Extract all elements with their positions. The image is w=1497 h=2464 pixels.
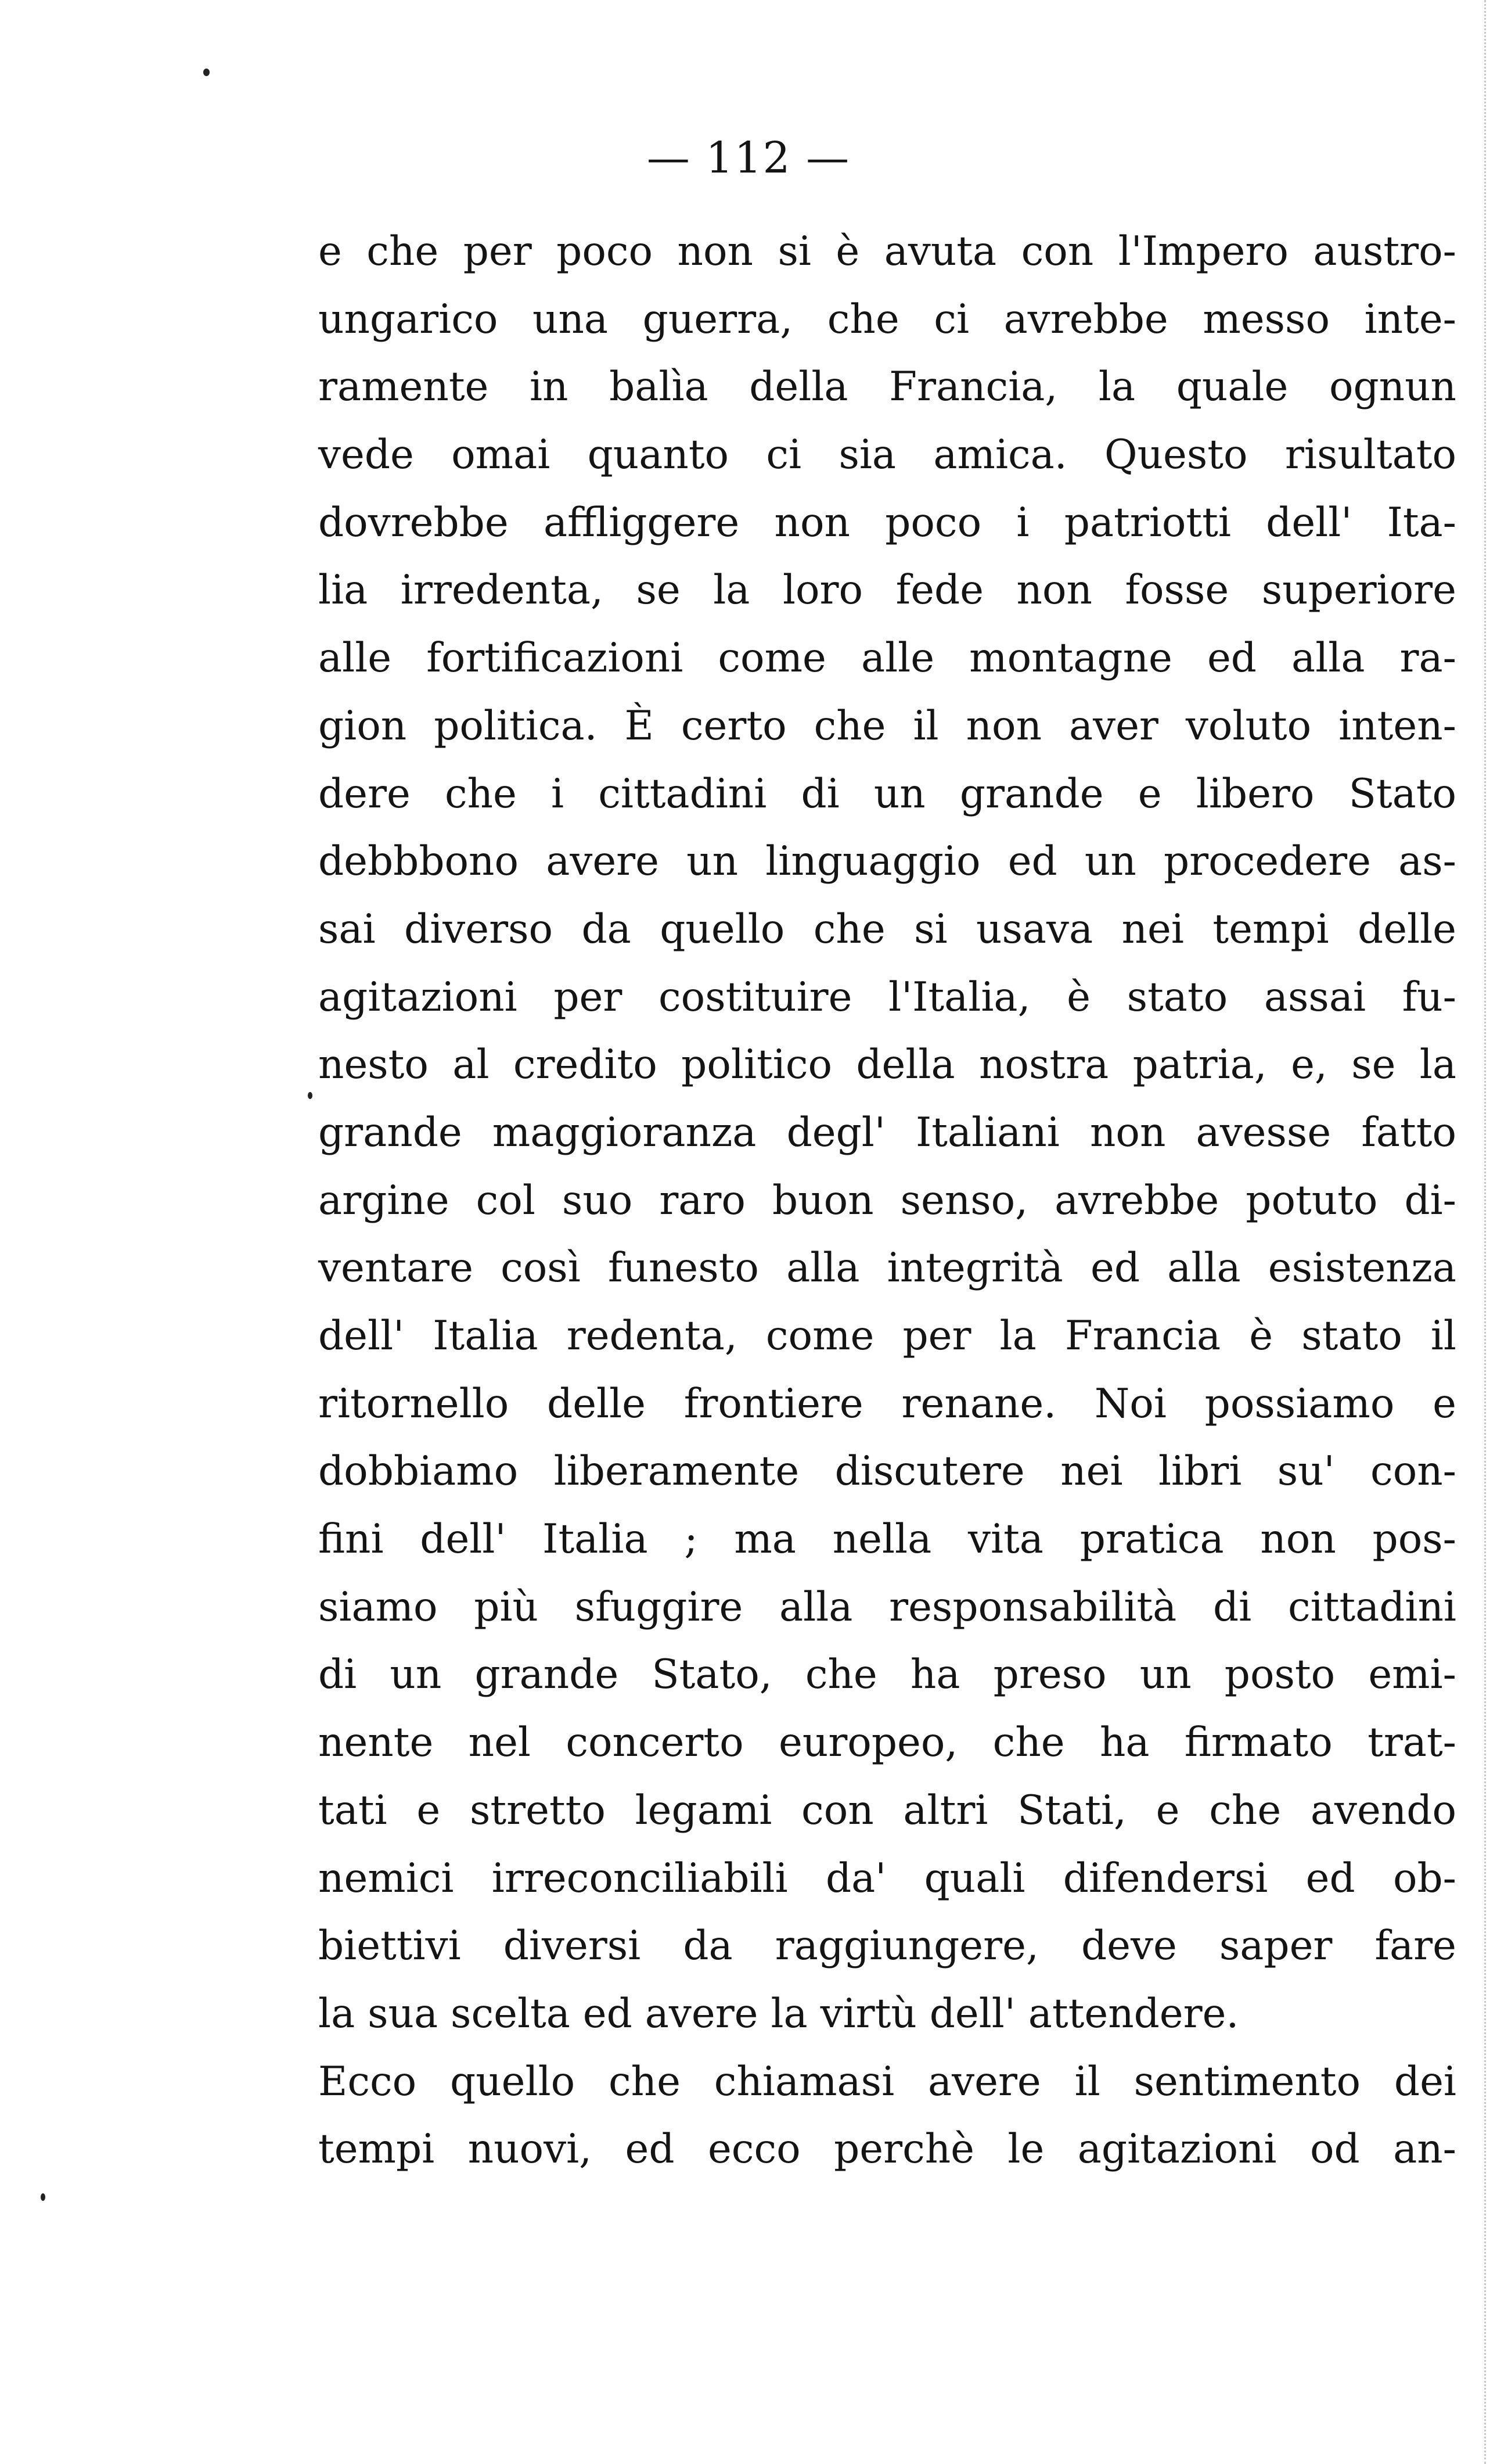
text-line: sai diverso da quello che si usava nei tempi delle: [318, 906, 1456, 953]
text-line: agitazioni per costituire l'Italia, è stato assai fu-: [318, 974, 1456, 1021]
text-line: Ecco quello che chiamasi avere il sentimento dei: [318, 2058, 1456, 2105]
text-line: debbbono avere un linguaggio ed un procedere as-: [318, 838, 1456, 885]
text-line: argine col suo raro buon senso, avrebbe potuto di-: [318, 1177, 1456, 1224]
page-edge: [1484, 0, 1486, 2464]
text-line: nesto al credito politico della nostra patria, e, se la: [318, 1041, 1456, 1089]
text-line: biettivi diversi da raggiungere, deve saper fare: [318, 1923, 1456, 1970]
ink-speck: [203, 69, 210, 76]
text-line: grande maggioranza degl' Italiani non avesse fatto: [318, 1109, 1456, 1156]
text-line: tempi nuovi, ed ecco perchè le agitazioni od an-: [318, 2126, 1456, 2173]
text-line: nemici irreconciliabili da' quali difendersi ed ob-: [318, 1855, 1456, 1902]
text-line: tati e stretto legami con altri Stati, e che avendo: [318, 1787, 1456, 1834]
text-line: vede omai quanto ci sia amica. Questo risultato: [318, 432, 1456, 479]
text-line: alle fortificazioni come alle montagne ed alla ra-: [318, 635, 1456, 682]
ink-speck: [41, 2193, 45, 2201]
text-line: gion politica. È certo che il non aver voluto inten-: [318, 702, 1456, 749]
ink-speck: [308, 1092, 312, 1099]
body-text: [318, 218, 1456, 2183]
page-number: — 112 —: [646, 133, 851, 183]
text-line: ritornello delle frontiere renane. Noi possiamo e: [318, 1380, 1456, 1427]
text-line: ramente in balìa della Francia, la quale ognun: [318, 364, 1456, 411]
text-line: fini dell' Italia ; ma nella vita pratica non pos-: [318, 1516, 1456, 1563]
text-line: ventare così funesto alla integrità ed alla esistenza: [318, 1245, 1456, 1292]
text-line: e che per poco non si è avuta con l'Impero austro-: [318, 228, 1456, 275]
text-line: di un grande Stato, che ha preso un posto emi-: [318, 1651, 1456, 1698]
text-line: dere che i cittadini di un grande e libero Stato: [318, 770, 1456, 817]
text-line: dobbiamo liberamente discutere nei libri su' con-: [318, 1448, 1456, 1495]
text-line: nente nel concerto europeo, che ha firmato trat-: [318, 1719, 1456, 1766]
text-line: ungarico una guerra, che ci avrebbe messo inte-: [318, 296, 1456, 343]
text-line: lia irredenta, se la loro fede non fosse superiore: [318, 567, 1456, 614]
text-line: siamo più sfuggire alla responsabilità di cittadini: [318, 1583, 1456, 1630]
text-line: dovrebbe affliggere non poco i patriotti dell' Ita-: [318, 499, 1456, 546]
text-line: dell' Italia redenta, come per la Francia è stato il: [318, 1313, 1456, 1359]
text-line: la sua scelta ed avere la virtù dell' attendere.: [318, 1990, 1239, 2037]
